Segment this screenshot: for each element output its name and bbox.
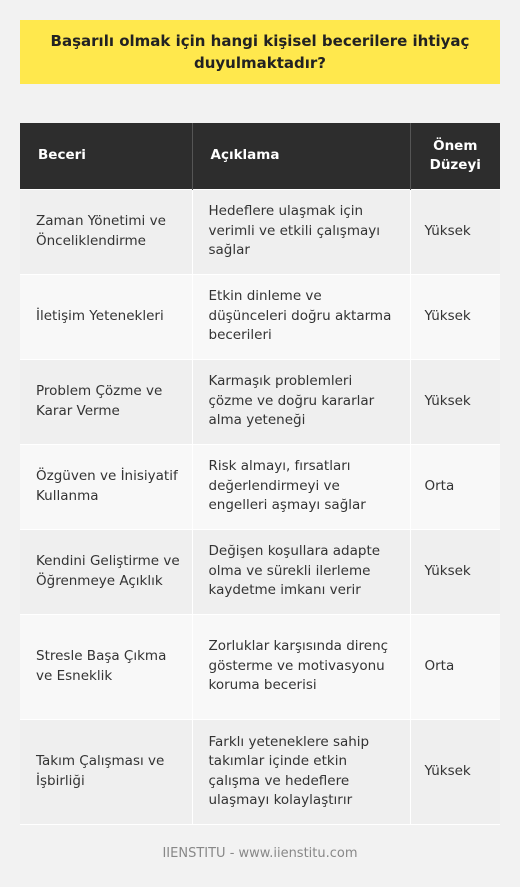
cell-description: Zorluklar karşısında direnç gösterme ve motivasyonu koruma becerisi — [192, 614, 410, 719]
table-row — [20, 719, 500, 824]
table-row — [20, 359, 500, 444]
table-row — [20, 274, 500, 359]
header-skill: Beceri — [20, 123, 192, 189]
cell-skill: Problem Çözme ve Karar Verme — [20, 359, 192, 444]
title-banner — [20, 20, 500, 84]
cell-importance: Orta — [410, 614, 500, 719]
cell-skill: Takım Çalışması ve İşbirliği — [20, 719, 192, 824]
cell-importance: Yüksek — [410, 189, 500, 274]
cell-description: Hedeflere ulaşmak için verimli ve etkili çalışmayı sağlar — [192, 189, 410, 274]
cell-description: Karmaşık problemleri çözme ve doğru kararlar alma yeteneği — [192, 359, 410, 444]
page-title: Başarılı olmak için hangi kişisel becerilere ihtiyaç duyulmaktadır? — [50, 32, 470, 72]
cell-skill: Özgüven ve İnisiyatif Kullanma — [20, 444, 192, 529]
cell-skill: Stresle Başa Çıkma ve Esneklik — [20, 614, 192, 719]
cell-skill: Kendini Geliştirme ve Öğrenmeye Açıklık — [20, 529, 192, 614]
cell-skill: Zaman Yönetimi ve Önceliklendirme — [20, 189, 192, 274]
cell-importance: Orta — [410, 444, 500, 529]
footer-credit: IIENSTITU - www.iienstitu.com — [162, 846, 358, 861]
cell-importance: Yüksek — [410, 529, 500, 614]
table-row — [20, 614, 500, 719]
cell-importance: Yüksek — [410, 274, 500, 359]
cell-importance: Yüksek — [410, 719, 500, 824]
cell-description: Etkin dinleme ve düşünceleri doğru aktarma becerileri — [192, 274, 410, 359]
skills-table — [20, 123, 500, 825]
cell-description: Değişen koşullara adapte olma ve sürekli ilerleme kaydetme imkanı verir — [192, 529, 410, 614]
cell-skill: İletişim Yetenekleri — [20, 274, 192, 359]
table-row — [20, 444, 500, 529]
table-header-row — [20, 123, 500, 189]
table-row — [20, 529, 500, 614]
header-importance: Önem Düzeyi — [410, 123, 500, 189]
cell-importance: Yüksek — [410, 359, 500, 444]
header-description: Açıklama — [192, 123, 410, 189]
cell-description: Risk almayı, fırsatları değerlendirmeyi ve engelleri aşmayı sağlar — [192, 444, 410, 529]
table-row — [20, 189, 500, 274]
cell-description: Farklı yeteneklere sahip takımlar içinde etkin çalışma ve hedeflere ulaşmayı kolaylaştırır — [192, 719, 410, 824]
